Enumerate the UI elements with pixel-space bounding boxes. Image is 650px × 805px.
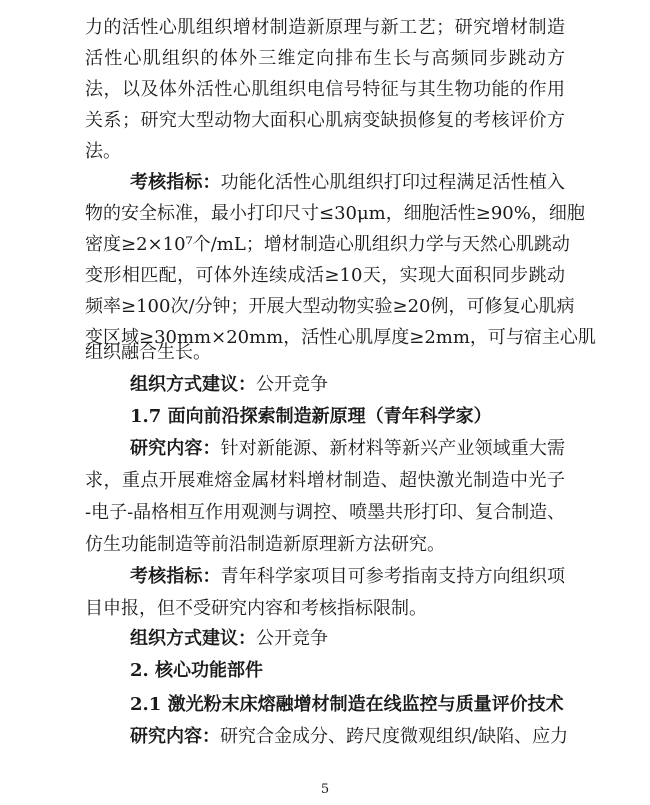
section-heading-2: 2. 核心功能部件 <box>130 660 264 681</box>
research-content-label: 研究内容： <box>130 726 220 747</box>
assessment-label: 考核指标： <box>130 172 221 193</box>
body-line: 目申报，但不受研究内容和考核指标限制。 <box>85 598 427 619</box>
body-line: 密度≥2×10⁷个/mL；增材制造心肌组织力学与天然心肌跳动 <box>85 234 570 255</box>
research-content-text: 针对新能源、新材料等新兴产业领域重大需 <box>220 438 566 459</box>
assessment-label: 考核指标： <box>130 566 221 587</box>
organization-method-value: 公开竞争 <box>256 628 328 649</box>
assessment-indicators-line <box>130 172 565 194</box>
organization-method-label: 组织方式建议： <box>130 374 256 395</box>
body-line: 变区域≥30mm×20mm，活性心肌厚度≥2mm，可与宿主心肌 <box>85 327 596 348</box>
organization-method-line <box>130 374 565 396</box>
organization-method-line <box>130 628 565 650</box>
organization-method-value: 公开竞争 <box>256 374 328 395</box>
body-line: 物的安全标准，最小打印尺寸≤30μm，细胞活性≥90%，细胞 <box>85 203 585 224</box>
body-line: 法，以及体外活性心肌组织电信号特征与其生物功能的作用 <box>85 79 565 100</box>
research-content-line <box>130 726 569 748</box>
body-line: 求，重点开展难熔金属材料增材制造、超快激光制造中光子 <box>85 470 565 491</box>
page-number: 5 <box>320 782 330 797</box>
organization-method-label: 组织方式建议： <box>130 628 256 649</box>
assessment-indicators-line <box>130 566 565 588</box>
body-line: 仿生功能制造等前沿制造新原理新方法研究。 <box>85 534 445 555</box>
research-content-line <box>130 438 565 460</box>
body-line: 法。 <box>85 141 121 162</box>
body-line: 关系；研究大型动物大面积心肌病变缺损修复的考核评价方 <box>85 110 565 131</box>
section-heading-2-1: 2.1 激光粉末床熔融增材制造在线监控与质量评价技术 <box>130 694 564 715</box>
section-heading-1-7: 1.7 面向前沿探索制造新原理（青年科学家） <box>130 406 492 427</box>
assessment-text: 功能化活性心肌组织打印过程满足活性植入 <box>220 172 566 193</box>
body-line: 变形相匹配，可体外连续成活≥10天，实现大面积同步跳动 <box>85 265 565 286</box>
body-line: 力的活性心肌组织增材制造新原理与新工艺；研究增材制造 <box>85 17 565 38</box>
assessment-text: 青年科学家项目可参考指南支持方向组织项 <box>220 566 566 587</box>
body-line: 组织融合生长。 <box>85 342 211 363</box>
research-content-label: 研究内容： <box>130 438 221 459</box>
body-line: -电子-晶格相互作用观测与调控、喷墨共形打印、复合制造、 <box>85 502 566 523</box>
research-content-text: 研究合金成分、跨尺度微观组织/缺陷、应力 <box>220 726 569 747</box>
body-line: 频率≥100次/分钟；开展大型动物实验≥20例，可修复心肌病 <box>85 296 575 317</box>
body-line: 活性心肌组织的体外三维定向排布生长与高频同步跳动方 <box>85 48 565 69</box>
